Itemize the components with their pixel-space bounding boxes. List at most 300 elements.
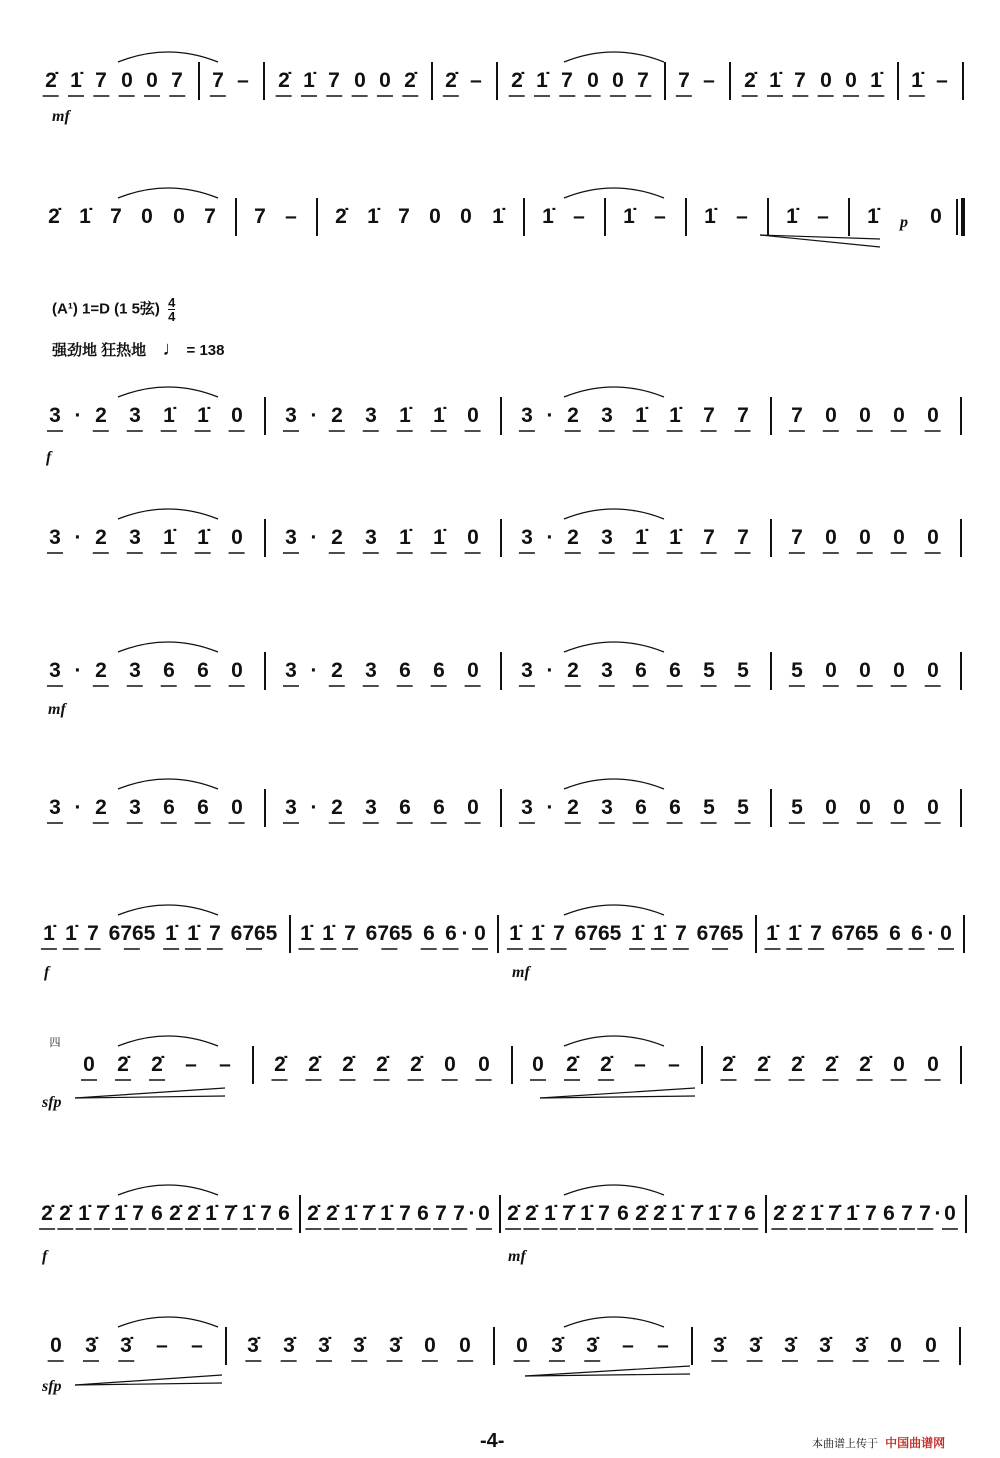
note: 5 [791,659,803,682]
note: 2̇ [307,1202,319,1225]
note: 2̇ [45,69,57,92]
rest: 0 [231,526,243,549]
barline [289,915,291,953]
note: 3̇ [713,1334,725,1357]
note: 6 [399,659,411,682]
note: 7 [204,205,216,228]
key-signature-line [52,296,175,323]
note: 3̇ [819,1334,831,1357]
note: 2̇ [859,1053,871,1076]
sustain-dash: – [703,69,715,92]
note: 2̇ [151,1053,163,1076]
rest: 0 [379,69,391,92]
note: 7 [553,922,565,945]
note: 3 [49,526,61,549]
note: 7 [209,922,221,945]
note: · [546,659,554,682]
note: 3 [285,404,297,427]
rest: 0 [121,69,133,92]
barline [500,397,502,435]
note: 6 [417,1202,429,1225]
rest: 0 [612,69,624,92]
crescendo-hairpin [540,1096,695,1098]
slur-arc [564,779,664,789]
rest: 0 [859,526,871,549]
note: 2̇ [445,69,457,92]
note: 1̇ [380,1202,392,1225]
note: 1̇ [544,1202,556,1225]
slur-arc [118,1185,218,1195]
barline [755,915,757,953]
barline [225,1327,227,1365]
note: 1̇ [911,69,923,92]
time-signature-bottom: 4 [168,309,176,324]
note: 1̇ [704,205,716,228]
rest: 0 [925,1334,937,1357]
sustain-dash: – [470,69,482,92]
note: 1̇ [708,1202,720,1225]
barline [960,789,962,827]
rest: 0 [825,659,837,682]
note: 6765 [696,922,744,945]
sustain-dash: – [736,205,748,228]
note: 2̇ [117,1053,129,1076]
note: 7 [598,1202,610,1225]
sustain-dash: – [657,1334,669,1357]
note: 7 [794,69,806,92]
note: 7̇ [362,1202,374,1225]
note: 3 [49,659,61,682]
note: 3 [129,796,141,819]
note: 1̇ [197,526,209,549]
rest: 0 [478,1202,490,1225]
note: 3 [285,526,297,549]
slur-arc [564,1036,664,1046]
note: · [546,796,554,819]
note: 2 [331,404,343,427]
note: 1̇ [870,69,882,92]
note: 1̇ [766,922,778,945]
note: 2̇ [744,69,756,92]
barline [685,198,687,236]
note: 6 [433,796,445,819]
watermark [812,1434,945,1451]
note: 3 [521,526,533,549]
note: 2̇ [376,1053,388,1076]
note: 6 [197,659,209,682]
note: 5 [791,796,803,819]
note: 1̇ [542,205,554,228]
note: 7 [260,1202,272,1225]
note: 6 [399,796,411,819]
barline [962,62,964,100]
slur-arc [564,509,664,519]
note: 7 [254,205,266,228]
note: 3̇ [784,1334,796,1357]
note: 3 [49,796,61,819]
note: · [74,404,82,427]
note: 3̇ [85,1334,97,1357]
rest: 0 [467,659,479,682]
note: · [74,796,82,819]
note: 2 [95,526,107,549]
barline [493,1327,495,1365]
note: 2̇ [404,69,416,92]
note: 5 [703,659,715,682]
note: · [546,404,554,427]
note: p [900,214,908,231]
note: 7 [87,922,99,945]
rest: 0 [532,1053,544,1076]
note: 1̇ [344,1202,356,1225]
barline [960,519,962,557]
time-signature [168,296,175,323]
note: 3 [365,526,377,549]
note: 6 [197,796,209,819]
note: 3̇ [586,1334,598,1357]
note: 1̇ [769,69,781,92]
slur-arc [564,387,664,397]
slur-arc [118,1036,218,1046]
note: 3 [601,404,613,427]
rest: 0 [83,1053,95,1076]
rest: 0 [930,205,942,228]
sustain-dash: – [654,205,666,228]
note: 1̇ [623,205,635,228]
note: 2̇ [410,1053,422,1076]
note: 1̇ [399,526,411,549]
note: 1̇ [433,526,445,549]
rest: 0 [893,404,905,427]
note: 2̇ [278,69,290,92]
note: 1̇ [197,404,209,427]
barline [500,519,502,557]
sustain-dash: – [817,205,829,228]
note: 6765 [365,922,413,945]
rest: 0 [146,69,158,92]
note: 1̇ [671,1202,683,1225]
note: 3 [285,659,297,682]
barline [500,789,502,827]
sustain-dash: – [191,1334,203,1357]
crescendo-hairpin [525,1366,690,1376]
sustain-dash: – [156,1334,168,1357]
note: 6 [433,659,445,682]
note: 1̇ [163,404,175,427]
note: 2 [331,526,343,549]
note: 2̇ [335,205,347,228]
note: 1̇ [399,404,411,427]
rest: 0 [173,205,185,228]
note: 3 [365,796,377,819]
barline [729,62,731,100]
note: 2̇ [791,1053,803,1076]
note: 1̇ [786,205,798,228]
note: 1̇ [165,922,177,945]
note: 1̇ [433,404,445,427]
note: · [310,796,318,819]
note: 7 [435,1202,447,1225]
rest: 0 [467,404,479,427]
note: · [74,526,82,549]
diminuendo-hairpin [760,235,880,239]
rest: 0 [444,1053,456,1076]
note: 6 [617,1202,629,1225]
note: 6 [744,1202,756,1225]
diminuendo-hairpin [75,1096,225,1098]
note: 3̇ [283,1334,295,1357]
note: 1̇ [788,922,800,945]
rest: 0 [354,69,366,92]
note: 7 [344,922,356,945]
note: 2̇ [169,1202,181,1225]
note: 6 [889,922,901,945]
barline [959,1327,961,1365]
rest: 0 [467,796,479,819]
note: 7 [791,404,803,427]
note: 7 [791,526,803,549]
rest: 0 [940,922,952,945]
note: 1̇ [163,526,175,549]
note: 2 [95,404,107,427]
slur-arc [118,509,218,519]
section-header [52,295,225,360]
rest: 0 [587,69,599,92]
barline [299,1195,301,1233]
note: 2 [567,659,579,682]
sustain-dash: – [668,1053,680,1076]
note: 2̇ [773,1202,785,1225]
dynamic-marking: mf [508,1248,526,1265]
note: 四 [49,1037,61,1049]
note: · [468,1202,476,1225]
note: 1̇ [635,404,647,427]
note: 1̇ [300,922,312,945]
sustain-dash: – [237,69,249,92]
slur-arc [118,188,218,198]
note: 3 [601,526,613,549]
barline [767,198,769,236]
note: 6 [163,796,175,819]
note: 7̇ [224,1202,236,1225]
note: 7 [901,1202,913,1225]
dynamic-marking: mf [48,701,66,718]
quarter-note-icon: ♩ [162,338,183,360]
sustain-dash: – [936,69,948,92]
note: 7 [637,69,649,92]
note: · [927,922,935,945]
rest: 0 [893,1053,905,1076]
note: 5 [737,659,749,682]
note: 7 [110,205,122,228]
note: 7 [919,1202,931,1225]
note: 7 [453,1202,465,1225]
note: 7 [398,205,410,228]
rest: 0 [927,526,939,549]
note: 7 [561,69,573,92]
note: · [546,526,554,549]
note: 1̇ [846,1202,858,1225]
note: 2̇ [600,1053,612,1076]
note: 1̇ [78,1202,90,1225]
note: 2 [95,796,107,819]
note: 2̇ [326,1202,338,1225]
note: 2̇ [59,1202,71,1225]
note: 3̇ [353,1334,365,1357]
note: 7 [810,922,822,945]
note: 1̇ [205,1202,217,1225]
rest: 0 [893,796,905,819]
note: 1̇ [70,69,82,92]
note: 3 [521,404,533,427]
note: 3̇ [389,1334,401,1357]
note: 3 [521,796,533,819]
rest: 0 [893,526,905,549]
expression-marking: 强劲地 狂热地 [52,342,147,359]
note: 1̇ [492,205,504,228]
note: 7 [703,526,715,549]
rest: 0 [825,526,837,549]
barline [770,519,772,557]
note: 2̇ [525,1202,537,1225]
rest: 0 [820,69,832,92]
rest: 0 [927,796,939,819]
barline [965,1195,967,1233]
time-signature-top: 4 [168,295,176,310]
rest: 0 [516,1334,528,1357]
note: 6 [911,922,923,945]
note: 7 [132,1202,144,1225]
note: 6765 [108,922,156,945]
rest: 0 [231,796,243,819]
note: · [461,922,469,945]
note: · [310,526,318,549]
note: 1̇ [580,1202,592,1225]
note: 3 [49,404,61,427]
crescendo-hairpin [540,1088,695,1098]
dynamic-marking: f [46,449,52,466]
dynamic-marking: f [44,964,50,981]
note: 1̇ [303,69,315,92]
note: 1̇ [43,922,55,945]
rest: 0 [845,69,857,92]
slur-arc [118,905,218,915]
note: 3 [285,796,297,819]
barline [263,62,265,100]
note: 2 [567,404,579,427]
sustain-dash: – [219,1053,231,1076]
note: 7 [95,69,107,92]
watermark-site-logo: 中国曲谱网 [885,1436,946,1450]
note: 7 [865,1202,877,1225]
rest: 0 [141,205,153,228]
sustain-dash: – [285,205,297,228]
rest: 0 [927,659,939,682]
note: 3 [601,659,613,682]
note: 3̇ [855,1334,867,1357]
diminuendo-hairpin [75,1383,222,1385]
note: 1̇ [187,922,199,945]
rest: 0 [927,404,939,427]
note: 1̇ [653,922,665,945]
note: 3 [601,796,613,819]
note: 1̇ [509,922,521,945]
note: 2̇ [722,1053,734,1076]
note: 2̇ [825,1053,837,1076]
key-signature: (A¹) 1=D (1 5弦) [52,300,160,318]
note: 3 [521,659,533,682]
note: 2̇ [48,205,60,228]
slur-arc [564,642,664,652]
barline [691,1327,693,1365]
barline [963,915,965,953]
barline [431,62,433,100]
note: 6 [669,659,681,682]
barline [664,62,666,100]
barline [198,62,200,100]
note: 2̇ [653,1202,665,1225]
note: 7 [328,69,340,92]
crescendo-hairpin [525,1374,690,1376]
rest: 0 [859,796,871,819]
slur-arc [118,642,218,652]
note: 7̇ [828,1202,840,1225]
rest: 0 [459,1334,471,1357]
diminuendo-hairpin [75,1088,225,1098]
note: 6 [883,1202,895,1225]
rest: 0 [927,1053,939,1076]
note: 3 [129,404,141,427]
note: 2̇ [511,69,523,92]
note: · [310,404,318,427]
rest: 0 [944,1202,956,1225]
slur-arc [564,1317,664,1327]
rest: 0 [424,1334,436,1357]
note: 3̇ [318,1334,330,1357]
note: 6 [635,659,647,682]
rest: 0 [825,796,837,819]
barline [604,198,606,236]
note: 1̇ [810,1202,822,1225]
slur-arc [118,52,218,62]
barline [500,652,502,690]
note: 6 [669,796,681,819]
note: 1̇ [531,922,543,945]
slur-arc [564,188,664,198]
note: 6 [635,796,647,819]
diminuendo-hairpin [75,1375,222,1385]
note: 2̇ [792,1202,804,1225]
page-number: -4- [480,1430,505,1452]
barline [499,1195,501,1233]
note: 7 [212,69,224,92]
note: · [934,1202,942,1225]
rest: 0 [231,659,243,682]
note: 1̇ [114,1202,126,1225]
barline [897,62,899,100]
barline [496,62,498,100]
note: 2̇ [308,1053,320,1076]
barline [264,397,266,435]
note: 6765 [574,922,622,945]
dynamic-marking: sfp [42,1094,62,1111]
slur-arc [118,1317,218,1327]
note: 7̇ [562,1202,574,1225]
sustain-dash: – [622,1334,634,1357]
sustain-dash: – [634,1053,646,1076]
note: 3 [365,659,377,682]
diminuendo-hairpin [760,235,880,247]
